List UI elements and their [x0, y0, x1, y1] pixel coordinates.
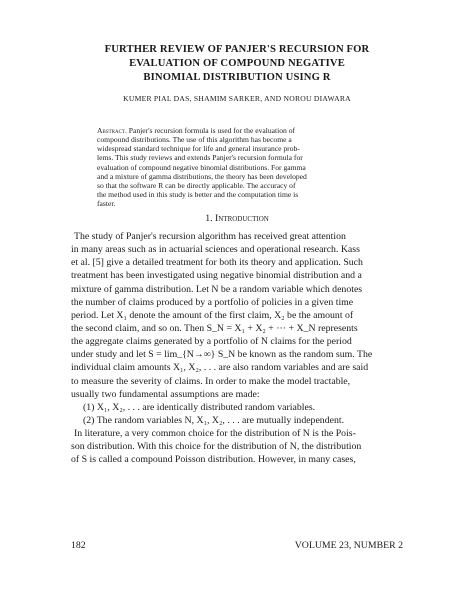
abstract-line: lems. This study reviews and extends Panjer's recursion formula for [97, 153, 303, 163]
section-heading: 1. Introduction [205, 213, 269, 224]
body-line: the second claim, and so on. Then S_N = X₁ + X₂ + ··· + X_N represents [71, 322, 358, 334]
abstract-line: and a mixture of gamma distributions, the theory has been developed [97, 171, 307, 181]
volume-label: VOLUME 23, NUMBER 2 [294, 540, 403, 551]
body-line: son distribution. With this choice for the distribution of N, the distribution [71, 441, 362, 453]
title-line-3: BINOMIAL DISTRIBUTION USING R [143, 72, 331, 84]
body-line: the aggregate claims generated by a portfolio of N claims for the period [71, 336, 352, 348]
abstract-line: so that the software R can be directly applicable. The accuracy of [97, 180, 296, 190]
body-line: to measure the severity of claims. In order to make the model tractable, [71, 375, 351, 387]
body-line: individual claim amounts X₁, X₂, . . . are also random variables and are said [71, 362, 369, 374]
title-line-1: FURTHER REVIEW OF PANJER'S RECURSION FOR [104, 44, 370, 55]
body-line: under study and let S = lim_{N→∞} S_N be known as the random sum. The [71, 349, 373, 361]
abstract-line: faster. [97, 199, 116, 209]
abstract-line: Abstract. Panjer's recursion formula is used for the evaluation of [97, 126, 296, 135]
list-item: (2) The random variables N, X₁, X₂, . . . are mutually independent. [83, 414, 345, 426]
body-line: the number of claims produced by a portfolio of policies in a given time [71, 296, 354, 308]
body-line: of S is called a compound Poisson distribution. However, in many cases, [71, 454, 356, 466]
body-line: et al. [5] give a detailed treatment for both its theory and application. Such [71, 257, 363, 269]
body-line: mixture of gamma distribution. Let N be a random variable which denotes [71, 283, 363, 295]
body-line: treatment has been investigated using negative binomial distribution and a [71, 270, 362, 282]
body-line: The study of Panjer's recursion algorithm has received great attention [74, 231, 346, 242]
abstract-line: compound distributions. The use of this algorithm has become a [97, 135, 292, 145]
body-line: in many areas such as in actuarial sciences and operational research. Kass [71, 244, 360, 256]
paper-title [60, 43, 414, 86]
abstract-line: evaluation of compound negative binomial distributions. For gamma [97, 162, 306, 172]
abstract [97, 126, 381, 208]
body-line: usually two fundamental assumptions are made: [71, 388, 260, 400]
title-line-2: EVALUATION OF COMPOUND NEGATIVE [129, 58, 345, 70]
list-item: (1) X₁, X₂, . . . are identically distributed random variables. [83, 401, 316, 413]
author-list: KUMER PIAL DAS, SHAMIM SARKER, AND NOROU DIAWARA [123, 94, 351, 103]
page-number: 182 [71, 540, 86, 551]
body-line: period. Let X₁ denote the amount of the first claim, X₂ be the amount of [71, 309, 354, 321]
abstract-line: the method used in this study is better and the computation time is [97, 190, 299, 200]
body-line: In literature, a very common choice for the distribution of N is the Pois- [74, 428, 356, 440]
body-text [71, 230, 403, 467]
abstract-line: widespread standard technique for life and general insurance prob- [97, 144, 300, 154]
abstract-label: Abstract. [97, 126, 127, 135]
